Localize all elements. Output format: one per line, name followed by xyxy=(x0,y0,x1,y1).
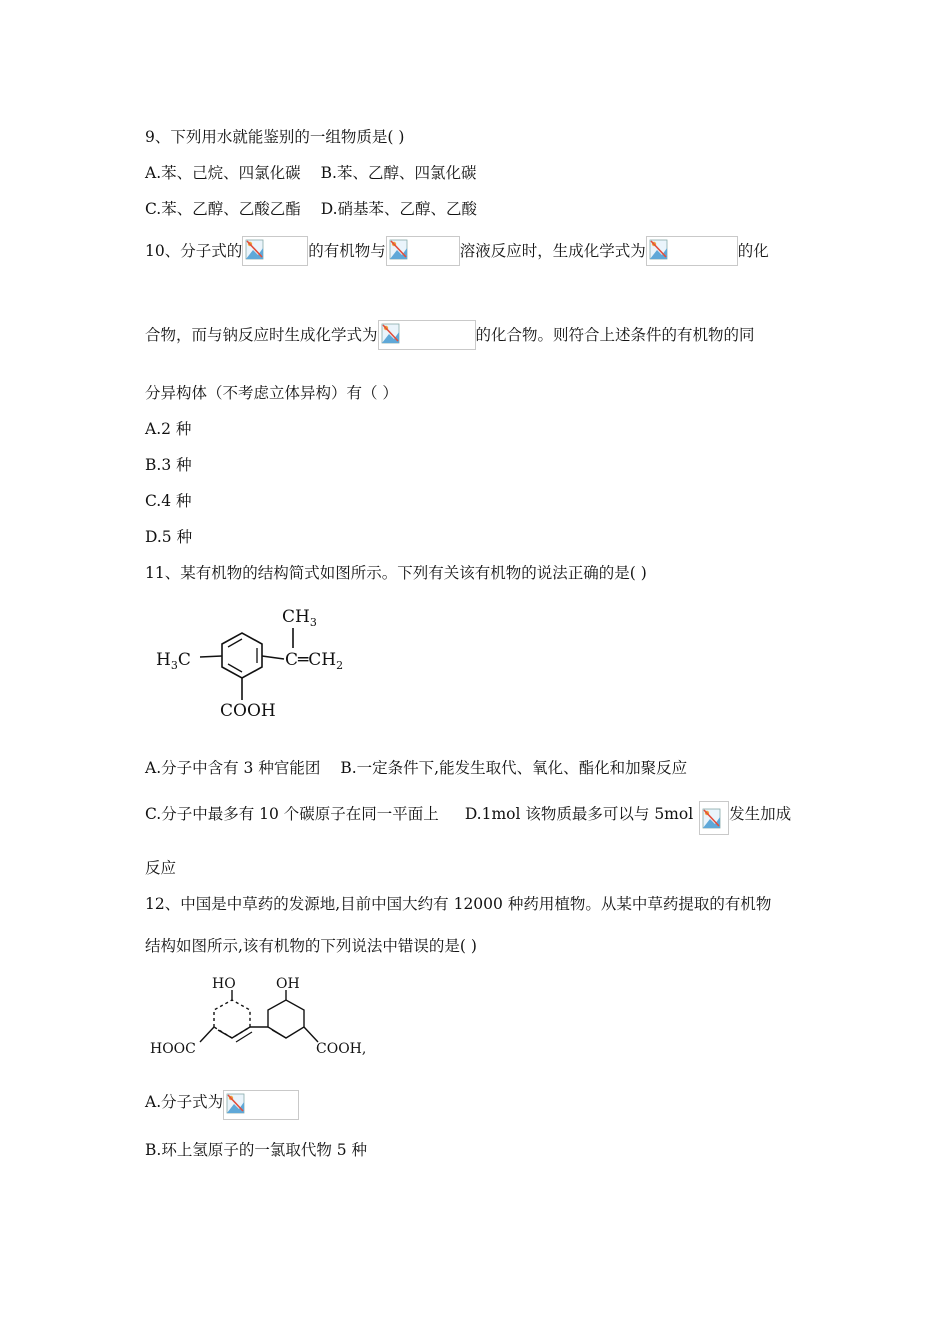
left-ring xyxy=(214,1000,250,1038)
broken-image-icon xyxy=(378,320,476,350)
q12-option-b: B.环上氢原子的一氯取代物 5 种 xyxy=(145,1141,368,1159)
q9-option-a: A.苯、己烷、四氯化碳 xyxy=(145,164,301,182)
q10-text-3: 溶液反应时，生成化学式为 xyxy=(459,242,646,260)
q10-line3: 分异构体（不考虑立体异构）有（ ） xyxy=(145,384,398,402)
q10-text-4: 的化 xyxy=(737,242,769,260)
vinyl-label: $C═CH_2$ xyxy=(285,650,344,672)
cooh-label: COOH xyxy=(220,701,276,721)
q9-option-b: B.苯、乙醇、四氯化碳 xyxy=(320,164,477,182)
q10-option-d: D.5 种 xyxy=(145,528,193,546)
ch3-top-label: $CH_3$ xyxy=(282,607,317,629)
q12-stem-1: 12、中国是中草药的发源地,目前中国大约有 12000 种药用植物。从某中草药提取的有机物 xyxy=(145,895,772,913)
h3c-label: $H_3C$ xyxy=(156,650,191,672)
q10-text-5: 合物，而与钠反应时生成化学式为 xyxy=(145,326,378,344)
q10-line1 xyxy=(145,236,769,266)
q10-text-2: 的有机物与 xyxy=(308,242,386,260)
q12-option-a: A.分子式为 xyxy=(145,1093,224,1111)
q12-structure-diagram xyxy=(148,972,378,1064)
q10-option-a: A.2 种 xyxy=(145,420,192,438)
q11-option-c: C.分子中最多有 10 个碳原子在同一平面上 xyxy=(145,805,439,823)
right-ring xyxy=(268,1000,304,1038)
q10-text-1: 10、分子式的 xyxy=(145,242,243,260)
q9-stem: 9、下列用水就能鉴别的一组物质是( ) xyxy=(145,128,405,146)
q11-option-d-cont: 发生加成 xyxy=(729,805,792,823)
q11-options-ab xyxy=(145,756,687,779)
q12-stem-2: 结构如图所示,该有机物的下列说法中错误的是( ) xyxy=(145,937,477,955)
q9-option-c: C.苯、乙醇、乙酸乙酯 xyxy=(145,200,301,218)
q11-options-cd xyxy=(145,793,791,835)
oh-label: OH xyxy=(276,976,300,992)
q11-option-d: D.1mol 该物质最多可以与 5mol xyxy=(464,805,694,823)
ho-label: HO xyxy=(212,976,236,992)
benzene-ring xyxy=(222,633,262,678)
broken-image-icon xyxy=(386,236,460,266)
broken-image-icon xyxy=(242,236,308,266)
cooh-label: COOH, xyxy=(316,1041,367,1057)
q11-option-b: B.一定条件下,能发生取代、氧化、酯化和加聚反应 xyxy=(340,759,688,777)
q9-options-ab xyxy=(145,161,476,184)
q10-option-b: B.3 种 xyxy=(145,456,192,474)
broken-image-icon xyxy=(699,801,729,835)
broken-image-icon xyxy=(646,236,738,266)
q12-option-a-line xyxy=(145,1084,299,1120)
q9-option-d: D.硝基苯、乙醇、乙酸 xyxy=(320,200,478,218)
q11-stem: 11、某有机物的结构简式如图所示。下列有关该有机物的说法正确的是( ) xyxy=(145,564,647,582)
q11-option-d-end: 反应 xyxy=(145,859,177,877)
q9-options-cd xyxy=(145,197,477,220)
q10-line2 xyxy=(145,320,755,350)
broken-image-icon xyxy=(223,1090,299,1120)
q11-structure-diagram xyxy=(150,600,360,725)
q10-text-6: 的化合物。则符合上述条件的有机物的同 xyxy=(475,326,755,344)
hooc-label: HOOC xyxy=(150,1041,196,1057)
q10-option-c: C.4 种 xyxy=(145,492,192,510)
q11-option-a: A.分子中含有 3 种官能团 xyxy=(145,759,321,777)
